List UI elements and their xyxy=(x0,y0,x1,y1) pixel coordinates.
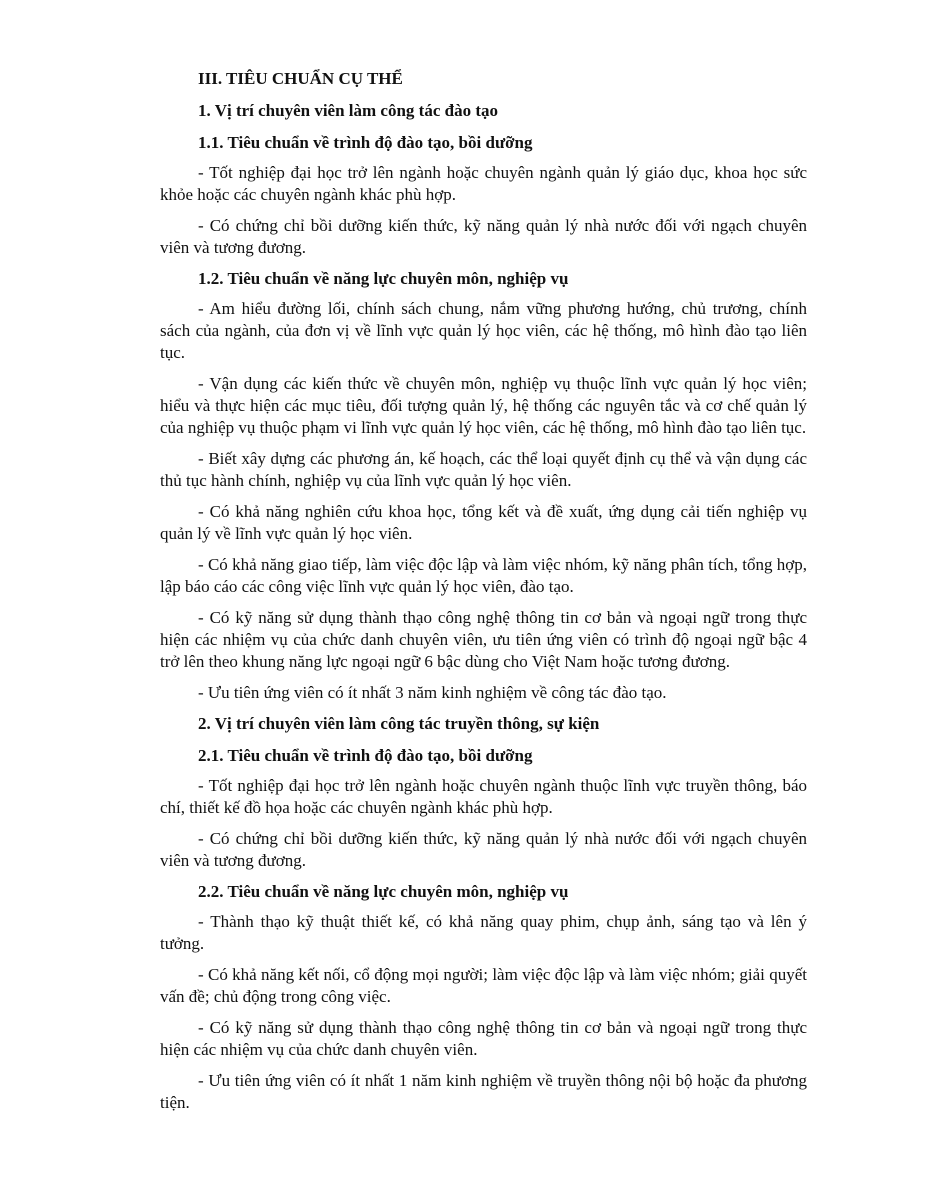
requirement-item: - Có khả năng nghiên cứu khoa học, tổng kết và đề xuất, ứng dụng cải tiến nghiệp vụ quản lý về lĩnh vực quản lý học viên. xyxy=(160,502,807,543)
section-title: 1. Vị trí chuyên viên làm công tác đào tạo xyxy=(198,101,499,120)
main-heading: III. TIÊU CHUẨN CỤ THỂ xyxy=(198,69,403,88)
subsection-title: 2.2. Tiêu chuẩn về năng lực chuyên môn, nghiệp vụ xyxy=(198,882,569,901)
requirement-item: - Có kỹ năng sử dụng thành thạo công nghệ thông tin cơ bản và ngoại ngữ trong thực hiện các nhiệm vụ của chức danh chuyên viên. xyxy=(160,1018,807,1059)
requirement-item: - Ưu tiên ứng viên có ít nhất 3 năm kinh nghiệm về công tác đào tạo. xyxy=(198,683,667,702)
subsection-title: 1.1. Tiêu chuẩn về trình độ đào tạo, bồi dưỡng xyxy=(198,133,533,152)
subsection-title: 1.2. Tiêu chuẩn về năng lực chuyên môn, nghiệp vụ xyxy=(198,269,569,288)
requirement-item: - Có kỹ năng sử dụng thành thạo công nghệ thông tin cơ bản và ngoại ngữ trong thực hiện các nhiệm vụ của chức danh chuyên viên, ưu tiên ứng viên có trình độ ngoại ngữ bậc 4 trở lên theo khung năng lực ngoại ngữ 6 bậc dùng cho Việt Nam hoặc tương đương. xyxy=(160,608,807,671)
requirement-item: - Am hiểu đường lối, chính sách chung, nắm vững phương hướng, chủ trương, chính sách của ngành, của đơn vị về lĩnh vực quản lý học viên, các hệ thống, mô hình đào tạo liên tục. xyxy=(160,299,807,362)
requirement-item: - Có khả năng giao tiếp, làm việc độc lập và làm việc nhóm, kỹ năng phân tích, tổng hợp, lập báo cáo các công việc lĩnh vực quản lý học viên, đào tạo. xyxy=(160,555,807,596)
requirement-item: - Có chứng chỉ bồi dưỡng kiến thức, kỹ năng quản lý nhà nước đối với ngạch chuyên viên và tương đương. xyxy=(160,829,807,870)
subsection-title: 2.1. Tiêu chuẩn về trình độ đào tạo, bồi dưỡng xyxy=(198,746,533,765)
requirement-item: - Có chứng chỉ bồi dưỡng kiến thức, kỹ năng quản lý nhà nước đối với ngạch chuyên viên và tương đương. xyxy=(160,216,807,257)
requirement-item: - Vận dụng các kiến thức về chuyên môn, nghiệp vụ thuộc lĩnh vực quản lý học viên; hiểu và thực hiện các mục tiêu, đối tượng quản lý, hệ thống các nguyên tắc và cơ chế quản lý của nghiệp vụ thuộc phạm vi lĩnh vực quản lý học viên, các hệ thống, mô hình đào tạo liên tục. xyxy=(160,374,807,437)
requirement-item: - Biết xây dựng các phương án, kế hoạch, các thể loại quyết định cụ thể và vận dụng các thủ tục hành chính, nghiệp vụ của lĩnh vực quản lý học viên. xyxy=(160,449,807,490)
requirement-item: - Tốt nghiệp đại học trở lên ngành hoặc chuyên ngành thuộc lĩnh vực truyền thông, báo chí, thiết kế đồ họa hoặc các chuyên ngành khác phù hợp. xyxy=(160,776,807,817)
requirement-item: - Có khả năng kết nối, cổ động mọi người; làm việc độc lập và làm việc nhóm; giải quyết vấn đề; chủ động trong công việc. xyxy=(160,965,807,1006)
section-title: 2. Vị trí chuyên viên làm công tác truyền thông, sự kiện xyxy=(198,714,600,733)
requirement-item: - Tốt nghiệp đại học trở lên ngành hoặc chuyên ngành quản lý giáo dục, khoa học sức khỏe hoặc các chuyên ngành khác phù hợp. xyxy=(160,163,807,204)
requirement-item: - Thành thạo kỹ thuật thiết kế, có khả năng quay phim, chụp ảnh, sáng tạo và lên ý tưởng. xyxy=(160,912,807,953)
requirement-item: - Ưu tiên ứng viên có ít nhất 1 năm kinh nghiệm về truyền thông nội bộ hoặc đa phương tiện. xyxy=(160,1071,807,1112)
